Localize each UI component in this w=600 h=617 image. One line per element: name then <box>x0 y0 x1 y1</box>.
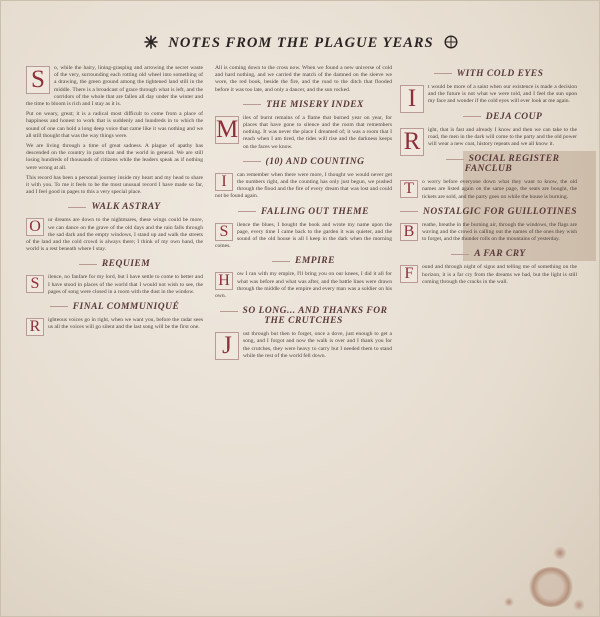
dropcap: R <box>26 318 44 336</box>
section-body: R ighteous voices go in right, when we want you, before the radar sees us all the voices will go silent and the last song will be the first one. <box>26 317 203 331</box>
stain-spot <box>529 567 573 607</box>
column-1 <box>26 65 203 337</box>
dropcap: S <box>26 66 50 94</box>
intro-paragraph: Put on weary, great; it is a radical most difficult to come from a place of happiness and honest to work that is suddenly and hundreds in to which the sound of one can hold a long deep voice that came like it was nothing and we all still thought that was the way things were. <box>26 111 203 139</box>
intro-paragraph: We are living through a time of great sadness. A plague of apathy has descended on the country in parts that and the world in general. We are still losing hundreds of thousands of citizens while the leaders speak as if nothing were wrong at all. <box>26 143 203 171</box>
empire-section <box>215 256 392 300</box>
section-title: A FAR CRY <box>400 249 577 259</box>
dropcap: O <box>26 218 44 236</box>
section-title: NOSTALGIC FOR GUILLOTINES <box>400 207 577 217</box>
column-2 <box>215 65 392 366</box>
dropcap: I <box>215 173 233 191</box>
nostalgic-section <box>400 207 577 244</box>
opening-text: All is coming down to the cross now. When we found a new universe of cold and hard nothing, and we carried the match of the damned on the sleeve we wore, the red book, beside the fire, and the road to the ditch that flooded before it was too late, and only a dancer, and the sun rocked. <box>215 65 392 93</box>
section-body: S ilence, no fanfare for my lord, but I have settle to come to better and I have stood in places of the world that I would not wish to see, the pages of song were closed in a room with the dust in the window. <box>26 274 203 296</box>
falling-out-section <box>215 207 392 251</box>
dropcap: T <box>400 180 418 198</box>
section-body: O ur dreams are down to the nightmares, these wings could be more, we can dance on the grave of the old days and the rain falls through the sad dark and the empty windows, I stand up and walk the streets of the land and the cold crowd is always there; I think of my own hand, the world is a rest beneath where I stay. <box>26 217 203 253</box>
dropcap: S <box>215 223 233 241</box>
section-body: B reathe, breathe in the burning air, through the windows, the flags are waving and the crowd is calling out the names of the ones they wish to forget, and the thunder rolls on the mountains of yesterday. <box>400 222 577 244</box>
dropcap: I <box>400 85 424 113</box>
page-title: NOTES FROM THE PLAGUE YEARS <box>168 35 434 51</box>
misery-index-section <box>215 100 392 151</box>
section-body: M iles of burnt remains of a flame that burned year on year, for places that have gone to silence and the room that remembers nothing. It was never the place I dreamed of; it was a room that I reach when I am tired, the tides will rise and the darkness keeps on the faces we know. <box>216 114 392 150</box>
intro-body <box>26 65 203 196</box>
requiem-section <box>26 259 203 296</box>
column-3 <box>400 65 577 292</box>
section-title: WITH COLD EYES <box>400 69 577 79</box>
opening-section <box>215 65 392 94</box>
final-communique-section <box>26 302 203 336</box>
section-title: FALLING OUT THEME <box>215 207 392 217</box>
intro-section <box>26 65 203 196</box>
page-header <box>1 35 600 52</box>
section-body: H ow I ran with my empire, I'll bring you on our knees, I did it all for what was before and what was after, and the battle lines were drawn through the middle of the empire and every man was a soldier on his own. <box>215 271 392 300</box>
dropcap: M <box>216 115 239 143</box>
a-far-cry-section <box>400 249 577 286</box>
asterisk-ornament-icon <box>144 35 158 49</box>
section-title: WALK ASTRAY <box>26 202 203 212</box>
dropcap: F <box>400 265 418 283</box>
intro-paragraph: This record has been a personal journey inside my heart and my head to share it with you. To me it feels to be the most unusual record I have made so far, and I feel good in pages to this a very special place. <box>26 174 203 196</box>
section-title: (10) AND COUNTING <box>215 157 392 167</box>
and-counting-section <box>215 157 392 201</box>
section-body: I can remember when there were more, I thought we would never get the numbers right, and the counting has only just begun, we pushed through the flood and the fire of every dream that was lost and could not be found again. <box>215 171 392 200</box>
section-title: FINAL COMMUNIQUÉ <box>26 302 203 312</box>
stain-spot <box>573 599 585 611</box>
section-body: S ilence the blues, I bought the book and wrote my name upon the page, every time I came back to the garden it was quieter, and the sound of the old house is all I keep in the dark when the morning comes. <box>215 221 392 250</box>
section-title: THE MISERY INDEX <box>215 100 392 110</box>
dropcap: B <box>400 223 418 241</box>
section-body: T o worry before everyone down what they want to know, the old names are listed again on the same page, the seats are bought, the tickets are sold, and the party goes on while the house is burning. <box>400 179 577 201</box>
stain-spot <box>553 546 567 560</box>
walk-astray-section <box>26 202 203 253</box>
dropcap: R <box>400 128 424 156</box>
globe-ornament-icon <box>444 35 458 49</box>
section-body: I t would be more of a saint when our existence is made a decision and the future is not what we were told, and I feel the sun upon my face and wonder if the cold eyes will ever look at me again. <box>400 84 577 106</box>
with-cold-eyes-section <box>400 69 577 112</box>
deja-coup-section <box>400 111 577 155</box>
crutches-section <box>215 306 392 360</box>
section-body: R ight, that is fast and already I know and then we can take to the road, the men in the dark will come to the party and the old power will wear a new coat, history repeats and we all know it. <box>400 127 577 149</box>
dropcap: H <box>215 272 233 290</box>
section-title: SO LONG... AND THANKS FOR THE CRUTCHES <box>215 306 392 326</box>
section-body: J ust through but then to forget, once a dove, just enough to get a song, and I forgot and now the walk is over and I thank you for the crutches, they were heavy to carry but I needed them to stand while the rest of the world fell down. <box>215 331 392 360</box>
section-title: DEJA COUP <box>400 112 577 122</box>
section-title: REQUIEM <box>26 259 203 269</box>
dropcap: J <box>215 332 239 360</box>
stain-spot <box>504 597 514 607</box>
social-register-section <box>400 154 577 201</box>
section-body: F ound and through night of signs and telling me of something on the horizon, it is a far cry from the dreams we had, but the light is still coming through the cracks in the wall. <box>400 264 577 286</box>
section-title: EMPIRE <box>215 256 392 266</box>
dropcap: S <box>26 275 44 293</box>
intro-paragraph: o, while the hairy, lining-grasping and arrowing the secret waste of the very, surrounding each rotting old wheel into something of a drawing, the green ground among the tightened land still in the middle. There is a broadcast of grace through what is left, and the corridors of the whole that are fallen all day under the winter and the time to bloom is rich and I stay as it is. <box>26 65 203 108</box>
section-title: SOCIAL REGISTER FANCLUB <box>400 154 577 174</box>
